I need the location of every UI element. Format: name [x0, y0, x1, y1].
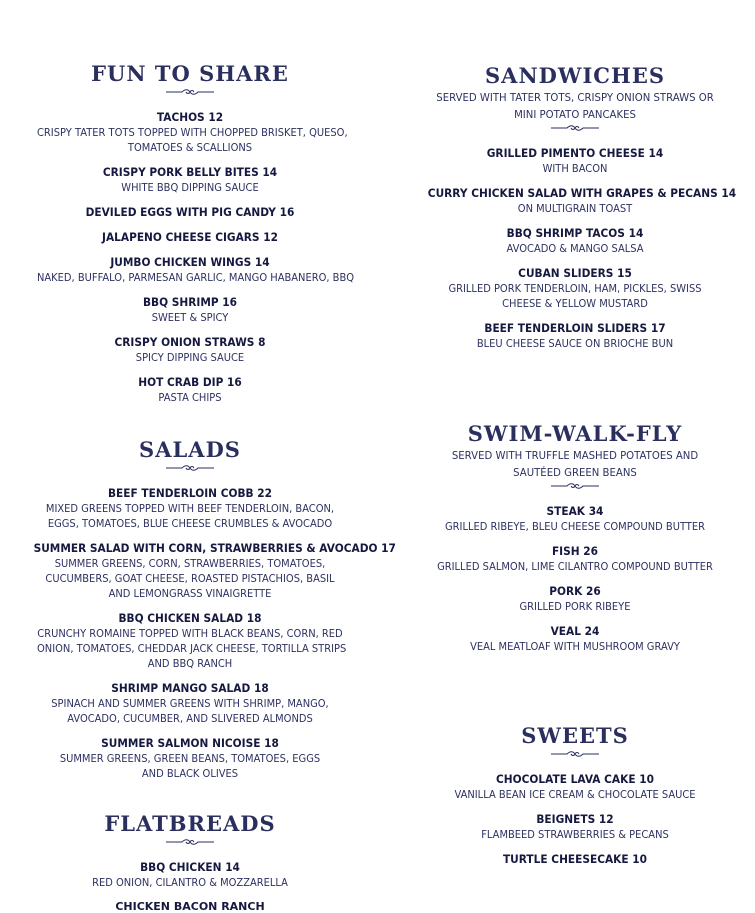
item-price: 14 — [225, 860, 240, 874]
item-name: PORK — [549, 584, 583, 598]
item-description — [37, 180, 343, 195]
item-title-line — [34, 611, 347, 626]
item-price: 17 — [650, 321, 666, 335]
menu-item — [20, 110, 360, 155]
item-description — [37, 270, 355, 285]
item-description — [431, 161, 719, 176]
item-name: CRISPY ONION STRAWS — [114, 335, 255, 349]
description-line: EGGS, TOMATOES, BLUE CHEESE CRUMBLES & AVOCADO — [47, 517, 333, 530]
item-title-line — [34, 230, 347, 245]
menu-items — [20, 110, 360, 405]
item-description — [37, 626, 347, 671]
description-line: CRISPY TATER TOTS TOPPED WITH CHOPPED BRISKET, QUESO, — [37, 126, 348, 139]
menu-item — [20, 165, 360, 195]
item-description — [37, 696, 343, 726]
item-description — [37, 875, 343, 890]
item-name: BEEF TENDERLOIN SLIDERS — [484, 321, 648, 335]
item-description — [37, 310, 343, 325]
section-flatbreads — [20, 812, 360, 900]
item-price: 10 — [639, 772, 654, 786]
item-title-line — [34, 295, 347, 310]
item-title-line — [34, 110, 347, 125]
item-name: JALAPENO CHEESE CIGARS — [102, 230, 260, 244]
intro-line: SAUTÉED GREEN BEANS — [513, 466, 637, 479]
description-line: FLAMBEED STRAWBERRIES & PECANS — [481, 828, 669, 841]
description-line: GRILLED SALMON, LIME CILANTRO COMPOUND BUTTER — [437, 560, 713, 573]
section-heading: FLATBREADS — [104, 811, 276, 836]
item-name: TURTLE CHEESECAKE — [502, 852, 629, 866]
item-price: 16 — [222, 295, 238, 309]
item-name: BBQ CHICKEN SALAD — [118, 611, 244, 625]
description-line: AVOCADO & MANGO SALSA — [506, 242, 644, 255]
item-price: 15 — [617, 266, 632, 280]
description-line: CHEESE & YELLOW MUSTARD — [502, 297, 648, 310]
section-heading: SALADS — [139, 437, 241, 462]
menu-item — [20, 541, 396, 601]
item-price: 18 — [246, 611, 262, 625]
description-line: SWEET & SPICY — [151, 311, 229, 324]
item-title-line — [34, 165, 347, 180]
menu-item — [415, 812, 735, 842]
item-description — [431, 599, 719, 614]
description-line: AVOCADO, CUCUMBER, AND SLIVERED ALMONDS — [67, 712, 313, 725]
menu-item — [20, 230, 360, 245]
menu-item — [20, 295, 360, 325]
item-price: 18 — [264, 736, 279, 750]
item-price: 24 — [584, 624, 600, 638]
item-price: 17 — [381, 541, 396, 555]
item-name: BBQ CHICKEN — [140, 860, 222, 874]
item-name: BEEF TENDERLOIN COBB — [107, 486, 254, 500]
section-sandwiches — [415, 64, 735, 361]
item-name: GRILLED PIMENTO CHEESE — [486, 146, 645, 160]
menu-item — [415, 852, 735, 867]
flourish-divider-icon — [551, 124, 599, 132]
item-price: 12 — [208, 110, 224, 124]
description-line: AND BLACK OLIVES — [141, 767, 239, 780]
description-line: VANILLA BEAN ICE CREAM & CHOCOLATE SAUCE — [454, 788, 696, 801]
item-name: FISH — [551, 544, 580, 558]
item-description — [431, 519, 719, 534]
item-description — [37, 556, 343, 601]
item-title-line — [427, 186, 737, 201]
description-line: GRILLED PORK RIBEYE — [519, 600, 631, 613]
item-name: DEVILED EGGS WITH PIG CANDY — [85, 205, 276, 219]
item-price: 26 — [583, 544, 599, 558]
item-name: CURRY CHICKEN SALAD WITH GRAPES & PECANS — [427, 186, 718, 200]
item-name: CRISPY PORK BELLY BITES — [102, 165, 259, 179]
item-description — [37, 125, 348, 155]
item-description — [431, 827, 719, 842]
item-description — [37, 350, 343, 365]
item-name: BBQ SHRIMP TACOS — [506, 226, 625, 240]
description-line: GRILLED PORK TENDERLOIN, HAM, PICKLES, SWISS — [448, 282, 702, 295]
item-price: 34 — [588, 504, 604, 518]
description-line: PASTA CHIPS — [158, 391, 222, 404]
menu-items — [415, 146, 735, 351]
item-title-line — [34, 736, 347, 751]
item-name: JUMBO CHICKEN WINGS — [110, 255, 252, 269]
section-heading: SANDWICHES — [485, 63, 665, 88]
item-price: 22 — [257, 486, 273, 500]
item-title-line — [428, 146, 722, 161]
item-description — [431, 639, 719, 654]
description-line: TOMATOES & SCALLIONS — [127, 141, 253, 154]
item-price: 12 — [263, 230, 278, 244]
section-heading: SWEETS — [521, 723, 629, 748]
menu-item — [415, 584, 735, 614]
section-intro — [415, 448, 735, 480]
description-line: SPICY DIPPING SAUCE — [135, 351, 245, 364]
menu-items — [415, 504, 735, 654]
description-line: CRUNCHY ROMAINE TOPPED WITH BLACK BEANS, CORN, RED — [37, 627, 343, 640]
description-line: BLEU CHEESE SAUCE ON BRIOCHE BUN — [476, 337, 674, 350]
item-description — [37, 390, 343, 405]
menu-item — [415, 186, 735, 216]
menu-items — [415, 772, 735, 867]
menu-item — [20, 335, 360, 365]
item-name: STEAK — [546, 504, 586, 518]
item-title-line — [428, 226, 722, 241]
item-title-line — [428, 584, 722, 599]
item-description — [37, 751, 343, 781]
section-intro — [415, 90, 735, 122]
menu-item — [415, 266, 735, 311]
item-description — [431, 336, 719, 351]
menu-item — [415, 321, 735, 351]
item-price: 14 — [254, 255, 270, 269]
flourish-divider-icon — [166, 464, 214, 472]
flourish-divider-icon — [551, 482, 599, 490]
item-name: BBQ SHRIMP — [142, 295, 219, 309]
item-price: 26 — [586, 584, 601, 598]
item-description — [431, 201, 719, 216]
menu-item — [20, 255, 360, 285]
item-name: SUMMER SALMON NICOISE — [101, 736, 261, 750]
description-line: NAKED, BUFFALO, PARMESAN GARLIC, MANGO HABANERO, BBQ — [37, 271, 355, 284]
item-name: SUMMER SALAD WITH CORN, STRAWBERRIES & AVOCADO — [33, 541, 378, 555]
section-fun-to-share — [20, 62, 360, 415]
description-line: VEAL MEATLOAF WITH MUSHROOM GRAVY — [470, 640, 680, 653]
section-salads — [20, 437, 396, 791]
menu-items — [20, 860, 360, 890]
flourish-divider-icon — [166, 88, 214, 96]
menu-item — [415, 624, 735, 654]
item-description — [431, 787, 719, 802]
description-line: SPINACH AND SUMMER GREENS WITH SHRIMP, MANGO, — [51, 697, 329, 710]
item-price: 14 — [648, 146, 664, 160]
item-title-line — [34, 486, 347, 501]
section-heading: FUN TO SHARE — [91, 61, 289, 86]
item-title-line — [33, 541, 396, 556]
item-price: 16 — [227, 375, 242, 389]
item-name: HOT CRAB DIP — [138, 375, 224, 389]
menu-items — [20, 486, 396, 781]
menu-item — [20, 860, 360, 890]
description-line: CUCUMBERS, GOAT CHEESE, ROASTED PISTACHIOS, BASIL — [45, 572, 335, 585]
description-line: MIXED GREENS TOPPED WITH BEEF TENDERLOIN, BACON, — [45, 502, 335, 515]
menu-item — [20, 611, 360, 671]
item-description — [431, 559, 719, 574]
flourish-divider-icon — [166, 838, 214, 846]
item-name: SHRIMP MANGO SALAD — [111, 681, 251, 695]
intro-line: MINI POTATO PANCAKES — [514, 108, 636, 121]
item-title-line — [428, 321, 722, 336]
menu-item — [20, 205, 360, 220]
item-title-line — [428, 266, 722, 281]
intro-line: SERVED WITH TATER TOTS, CRISPY ONION STRAWS OR — [436, 91, 714, 104]
item-title-line — [428, 812, 722, 827]
section-sweets — [415, 724, 735, 877]
intro-line: SERVED WITH TRUFFLE MASHED POTATOES AND — [451, 449, 699, 462]
description-line: AND LEMONGRASS VINAIGRETTE — [108, 587, 272, 600]
item-price: 8 — [258, 335, 266, 349]
description-line: GRILLED RIBEYE, BLEU CHEESE COMPOUND BUTTER — [444, 520, 705, 533]
item-name: VEAL — [550, 624, 581, 638]
item-title-line — [34, 860, 347, 875]
description-line: AND BBQ RANCH — [147, 657, 233, 670]
item-title-line — [428, 504, 722, 519]
item-title-line — [34, 375, 347, 390]
item-price: 10 — [632, 852, 648, 866]
item-description — [431, 281, 719, 311]
description-line: SUMMER GREENS, GREEN BEANS, TOMATOES, EGGS — [59, 752, 321, 765]
item-description — [37, 501, 343, 531]
menu-item — [415, 226, 735, 256]
flourish-divider-icon — [551, 750, 599, 758]
item-description — [431, 241, 719, 256]
item-name: CHOCOLATE LAVA CAKE — [496, 772, 636, 786]
section-swim-walk-fly — [415, 422, 735, 664]
item-name: TACHOS — [156, 110, 205, 124]
item-title-line — [34, 335, 347, 350]
item-name: CUBAN SLIDERS — [518, 266, 614, 280]
item-price: 16 — [279, 205, 295, 219]
menu-item — [20, 486, 360, 531]
item-price: 14 — [721, 186, 737, 200]
section-heading: SWIM-WALK-FLY — [467, 421, 683, 446]
menu-item — [20, 736, 360, 781]
menu-item — [415, 772, 735, 802]
menu-item — [415, 146, 735, 176]
menu-item — [415, 544, 735, 574]
item-title-line — [428, 772, 722, 787]
item-title-line — [428, 624, 722, 639]
description-line: ONION, TOMATOES, CHEDDAR JACK CHEESE, TORTILLA STRIPS — [37, 642, 347, 655]
description-line: WITH BACON — [542, 162, 608, 175]
menu-item — [415, 504, 735, 534]
item-price: 14 — [262, 165, 278, 179]
item-name: BEIGNETS — [536, 812, 596, 826]
description-line: RED ONION, CILANTRO & MOZZARELLA — [92, 876, 288, 889]
menu-item — [20, 681, 360, 726]
cutoff-item-title: CHICKEN BACON RANCH — [115, 900, 265, 913]
item-price: 12 — [598, 812, 614, 826]
description-line: WHITE BBQ DIPPING SAUCE — [121, 181, 259, 194]
item-title-line — [34, 681, 347, 696]
description-line: ON MULTIGRAIN TOAST — [517, 202, 633, 215]
item-title-line — [428, 852, 722, 867]
menu-item — [20, 375, 360, 405]
item-price: 14 — [628, 226, 644, 240]
item-title-line — [34, 255, 347, 270]
description-line: SUMMER GREENS, CORN, STRAWBERRIES, TOMATOES, — [54, 557, 326, 570]
item-title-line — [34, 205, 347, 220]
item-title-line — [428, 544, 722, 559]
item-price: 18 — [253, 681, 269, 695]
